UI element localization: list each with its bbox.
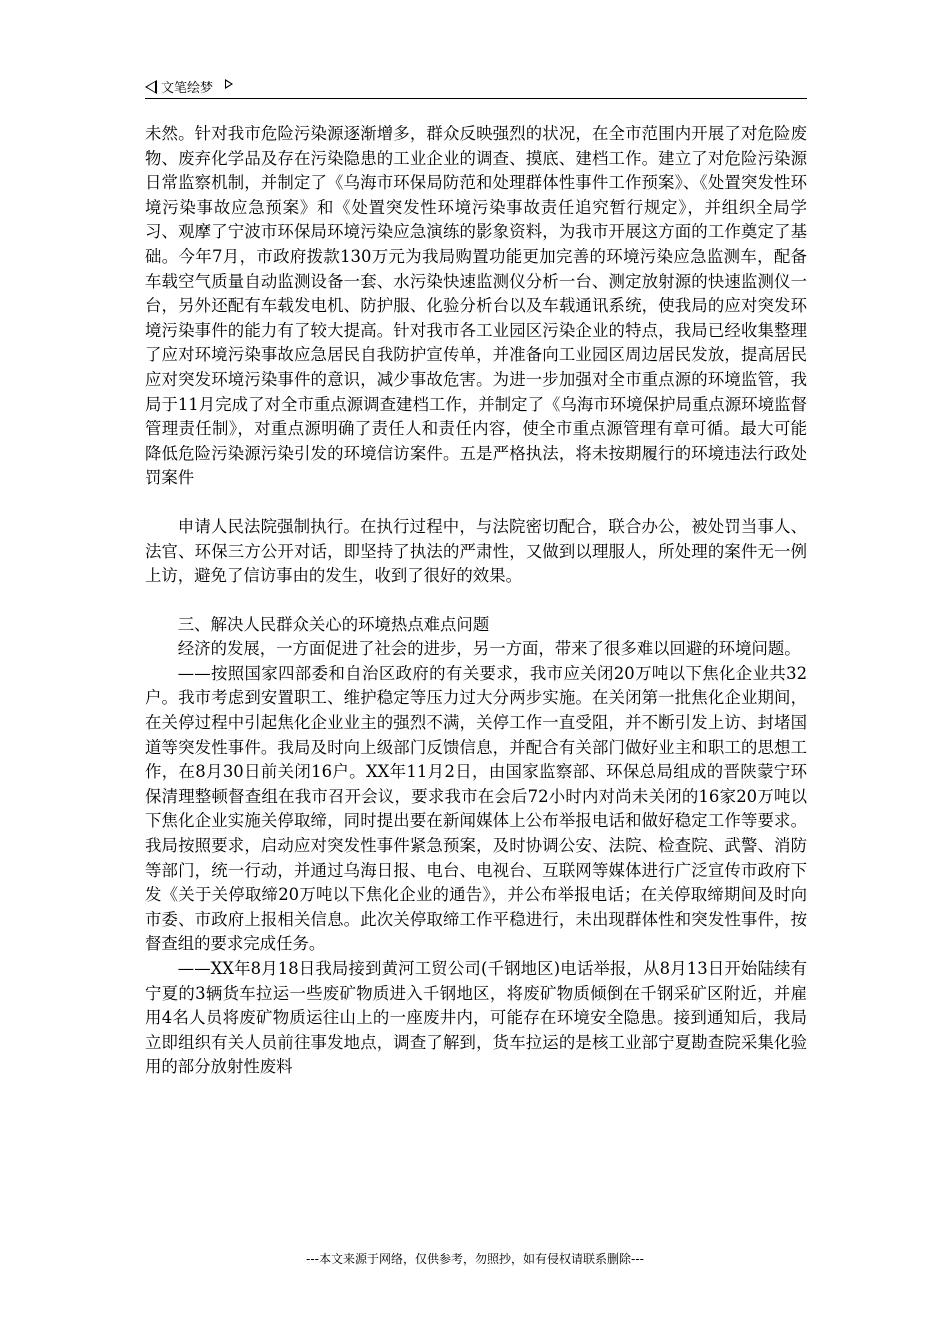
paragraph-4: 经济的发展，一方面促进了社会的进步，另一方面，带来了很多难以回避的环境问题。 [177, 639, 801, 659]
paragraph-1: 未然。针对我市危险污染源逐渐增多，群众反映强烈的状况，在全市范围内开展了对危险废物、废弃化学品及存在污染隐患的工业企业的调查、摸底、建档工作。建立了对危险污染源日常监察机制，并制定了《乌海市环保局防范和处理群体性事件工作预案》、《处置突发性环境污染事故应急预案》和《处置突发性环境污染事故责任追究暂行规定》，并组织全局学习、观摩了宁波市环保局环境污染应急演练的影象资料，为我市开展这方面的工作奠定了基础。今年7月，市政府拨款130万元为我局购置功能更加完善的环境污染应急监测车，配备车载空气质量自动监测设备一套、水污染快速监测仪分析一台、测定放射源的快速监测仪一台，另外还配有车载发电机、防护服、化验分析台以及车载通讯系统，使我局的应对突发环境污染事件的能力有了较大提高。针对我市各工业园区污染企业的特点，我局已经收集整理了应对环境污染事故应急居民自我防护宣传单，并准备向工业园区周边居民发放，提高居民应对突发环境污染事件的意识，减少事故危害。为进一步加强对全市重点源的环境监管，我局于11月完成了对全市重点源调查建档工作，并制定了《乌海市环境保护局重点源环境监督管理责任制》，对重点源明确了责任人和责任内容，使全市重点源管理有章可循。最大可能降低危险污染源污染引发的环境信访案件。五是严格执法，将未按期履行的环境违法行政处罚案件 [145, 124, 807, 488]
paragraph-6: ——XX年8月18日我局接到黄河工贸公司(千钢地区)电话举报，从8月13日开始陆续有宁夏的3辆货车拉运一些废矿物质进入千钢地区，将废矿物质倾倒在千钢采矿区附近，并雇用4名人员将废矿物质运往山上的一座废井内，可能存在环境安全隐患。接到通知后，我局立即组织有关人员前往事发地点，调查了解到，货车拉运的是核工业部宁夏勘查院采集化验用的部分放射性废料 [145, 959, 807, 1077]
section-heading: 三、解决人民群众关心的环境热点难点问题 [177, 614, 490, 634]
header-brand [145, 77, 233, 96]
triangle-left-icon [145, 80, 157, 94]
page-footer-notice: ---本文来源于网络，仅供参考，勿照抄，如有侵权请联系删除--- [306, 1252, 644, 1266]
triangle-right-icon [225, 79, 233, 89]
paragraph-2: 申请人民法院强制执行。在执行过程中，与法院密切配合，联合办公，被处罚当事人、法官、环保三方公开对话，即坚持了执法的严肃性，又做到以理服人，所处理的案件无一例上访，避免了信访事由的发生，收到了很好的效果。 [145, 516, 807, 586]
paragraph-5: ——按照国家四部委和自治区政府的有关要求，我市应关闭20万吨以下焦化企业共32户。我市考虑到安置职工、维护稳定等压力过大分两步实施。在关闭第一批焦化企业期间，在关停过程中引起焦化企业业主的强烈不满，关停工作一直受阻，并不断引发上访、封堵国道等突发性事件。我局及时向上级部门反馈信息，并配合有关部门做好业主和职工的思想工作，在8月30日前关闭16户。XX年11月2日，由国家监察部、环保总局组成的晋陕蒙宁环保清理整顿督查组在我市召开会议，要求我市在会后72小时内对尚未关闭的16家20万吨以下焦化企业实施关停取缔，同时提出要在新闻媒体上公布举报电话和做好稳定工作等要求。我局按照要求，启动应对突发性事件紧急预案，及时协调公安、法院、检查院、武警、消防等部门，统一行动，并通过乌海日报、电台、电视台、互联网等媒体进行广泛宣传市政府下发《关于关停取缔20万吨以下焦化企业的通告》，并公布举报电话；在关停取缔期间及时向市委、市政府上报相关信息。此次关停取缔工作平稳进行，未出现群体性和突发性事件，按督查组的要求完成任务。 [145, 663, 807, 954]
document-body [145, 122, 807, 1080]
page-header [145, 74, 807, 99]
header-title: 文笔绘梦 [161, 81, 214, 96]
